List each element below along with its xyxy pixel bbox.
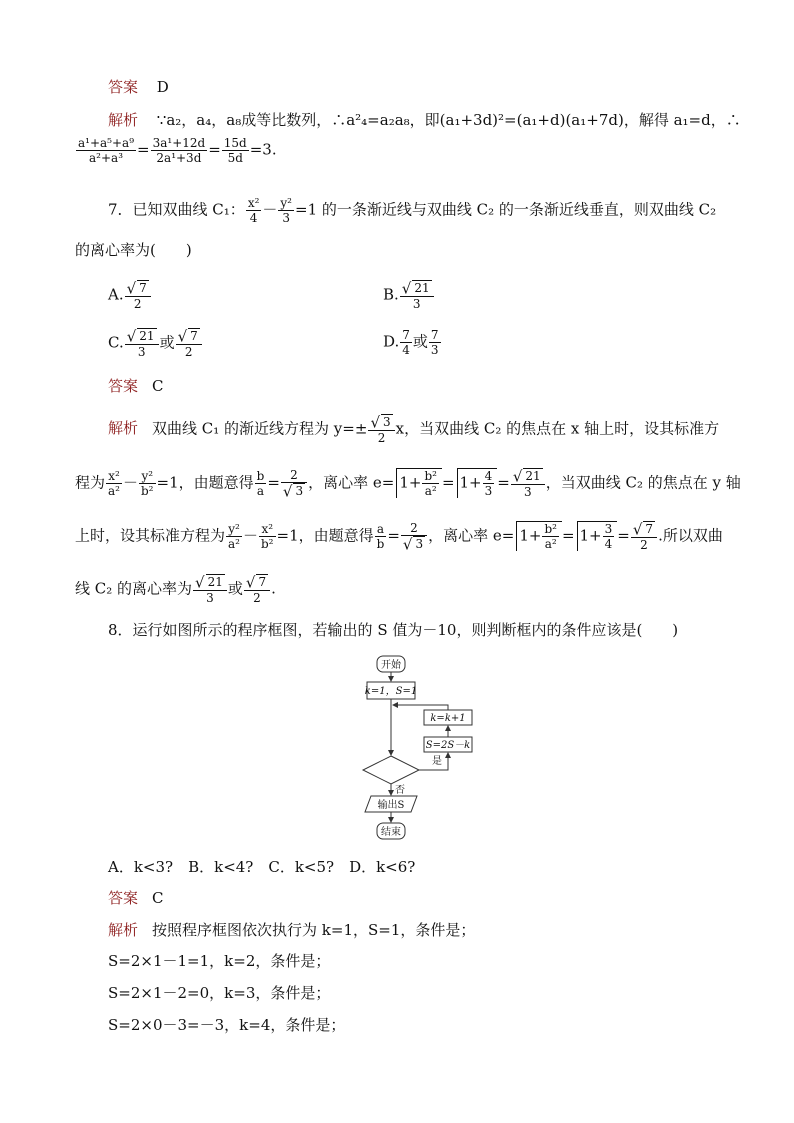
q8-analysis-line3: S=2×1－2=0，k=3，条件是； [108,984,331,1002]
q7-answer-line: 答案 C [108,377,164,395]
q6-fraction-3: $\frac{15d}{5d}$ [223,136,247,165]
q7-option-a[interactable]: A. $\frac{√ 7}{2}$ [108,280,152,311]
svg-text:k=k+1: k=k+1 [430,713,466,724]
q7-stem-line1: 7．已知双曲线 C₁： $\frac{\text{x²}}{4}$ － $\frac{\text{y²}}{3}$ =1 的一条渐近线与双曲线 C₂ 的一条渐近线垂直，则双曲线 C₂ [108,196,717,225]
q8-analysis-line4: S=2×0－3=－3，k=4，条件是； [108,1016,346,1034]
q6-answer: D [156,78,169,96]
flow-decision [363,756,419,784]
q7-option-d[interactable]: D. $\frac{7}{4}$ 或 $\frac{7}{3}$ [383,328,439,357]
q7-analysis-line4: 线 C₂ 的离心率为 $\frac{√ 21}{3}$ 或 $\frac{√ 7}{2}$ . [75,573,276,605]
q6-analysis-text: ∵a₂，a₄，a₈成等比数列，∴a²₄=a₂a₈，即(a₁+3d)²=(a₁+d)(a₁+7d)，解得 a₁=d，∴ [156,111,741,129]
q8-options[interactable]: A．k<3? B．k<4? C．k<5? D．k<6? [108,858,416,876]
q6-result: =3. [249,140,277,159]
svg-text:是: 是 [432,756,442,767]
q6-analysis-line1 [108,110,741,130]
q7-option-c[interactable]: C. $\frac{√ 21}{3}$ 或 $\frac{√ 7}{2}$ [108,328,203,359]
q8-analysis-line2: S=2×1－1=1，k=2，条件是； [108,952,331,970]
q7-stem-line2: 的离心率为( ) [75,241,192,259]
svg-text:k=1，S=1: k=1，S=1 [364,686,418,697]
svg-text:结束: 结束 [381,827,401,838]
q7-answer: C [152,377,164,395]
svg-text:输出S: 输出S [377,800,405,811]
q8-stem: 8．运行如图所示的程序框图，若输出的 S 值为－10，则判断框内的条件应该是( ) [108,621,679,639]
q6-fraction-1: $\frac{\text{a¹+a⁵+a⁹}}{\text{a²+a³}}$ [78,136,135,165]
q7-analysis-line1: 解析 双曲线 C₁ 的渐近线方程为 y=± $\frac{√ 3}{2}$ x，当双曲线 C₂ 的焦点在 x 轴上时，设其标准方 [108,413,720,445]
answer-label: 答案 [108,78,139,96]
svg-text:否: 否 [395,785,405,796]
q8-analysis-line1: 解析 按照程序框图依次执行为 k=1，S=1，条件是； [108,921,476,939]
analysis-label: 解析 [108,111,139,129]
q8-answer-line: 答案 C [108,889,164,907]
q6-answer-line [108,77,169,97]
q6-analysis-line2: $\frac{\text{a¹+a⁵+a⁹}}{\text{a²+a³}}$ = $\frac{\text{3a¹+12d}}{\text{2a¹+3d}}$ = $\frac{15d}{5d}$ =3. [78,136,277,165]
q7-analysis-line2: 程为 $\frac{\text{x²}}{\text{a²}}$ － $\frac{\text{y²}}{\text{b²}}$ =1，由题意得 $\frac{b}{a}$ = $\frac{2}{√ 3}$ ，离心率 e= 1+ $\frac{\text{b²}}{\text{a²}}$ = 1+ $\frac{4}{3}$ = $\frac{√ 21}{3}$ ，当双曲线 C₂ 的焦点在 y 轴 [75,467,741,501]
flowchart [355,652,485,844]
q8-answer: C [152,889,164,907]
svg-text:开始: 开始 [381,660,401,671]
svg-text:S=2S－k: S=2S－k [425,740,471,751]
q7-analysis-line3: 上时，设其标准方程为 $\frac{\text{y²}}{\text{a²}}$ － $\frac{\text{x²}}{\text{b²}}$ =1，由题意得 $\frac{a}{b}$ = $\frac{2}{√ 3}$ ，离心率 e= 1+ $\frac{\text{b²}}{\text{a²}}$ = 1+ $\frac{3}{4}$ = $\frac{√ 7}{2}$ .所以双曲 [75,520,723,554]
q7-option-b[interactable]: B. $\frac{√ 21}{3}$ [383,280,435,311]
q6-fraction-2: $\frac{\text{3a¹+12d}}{\text{2a¹+3d}}$ [152,136,206,165]
